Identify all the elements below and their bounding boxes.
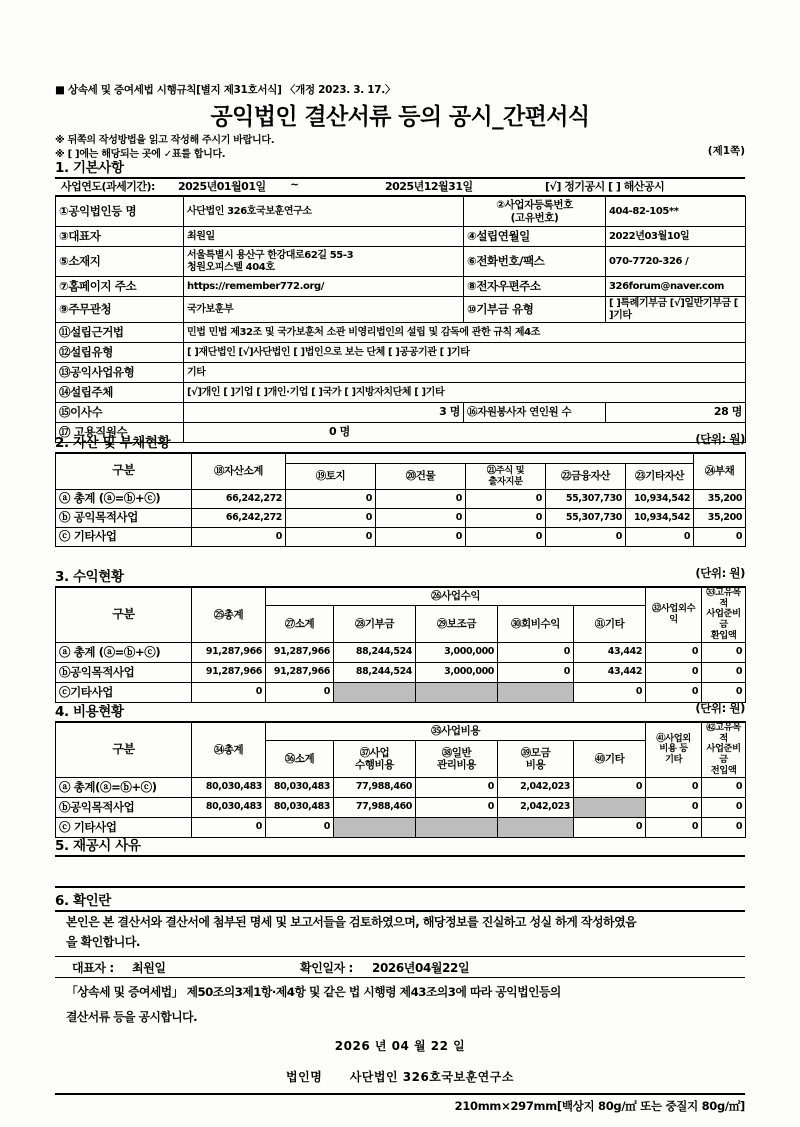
revenue-total-2[interactable]: 0 xyxy=(192,683,266,703)
revenue-row xyxy=(56,643,746,663)
assets-value-2-3[interactable]: 0 xyxy=(546,528,626,547)
assets-value-2-4[interactable]: 0 xyxy=(626,528,694,547)
expenses-col-nonop: ㊶사업외 비용 등 기타 xyxy=(646,722,702,778)
basic-info-full-value-1[interactable]: [ ]재단법인 [√]사단법인 [ ]법인으로 보는 단체 [ ]공공기관 [ ]기타 xyxy=(184,343,746,363)
basic-info-full-value-2[interactable]: 기타 xyxy=(184,363,746,383)
basic-info-full-label-3: ⑭설립주체 xyxy=(56,383,184,403)
basic-info-value2-2[interactable]: 070-7720-326 / xyxy=(606,247,746,277)
basic-info-row xyxy=(56,297,746,323)
closing-date: 2026 년 04 월 22 일 xyxy=(334,1039,466,1053)
volunteers-label: ⑯자원봉사자 연인원 수 xyxy=(464,403,606,423)
basic-info-label-0: ①공익법인등 명 xyxy=(56,197,184,227)
assets-value-1-2[interactable]: 0 xyxy=(466,509,546,528)
basic-info-value2-3[interactable]: 326forum@naver.com xyxy=(606,277,746,297)
fiscal-year-tilde: ~ xyxy=(290,178,299,191)
assets-value-2-2[interactable]: 0 xyxy=(466,528,546,547)
basic-info-full-label-0: ⑪설립근거법 xyxy=(56,323,184,343)
assets-value-1-3[interactable]: 55,307,730 xyxy=(546,509,626,528)
expenses-table xyxy=(55,721,746,838)
revenue-total-0[interactable]: 91,287,966 xyxy=(192,643,266,663)
section-4-unit: (단위: 원) xyxy=(695,701,745,715)
expenses-value-0-0[interactable]: 80,030,483 xyxy=(266,778,334,798)
assets-row-label-2: ⓒ 기타사업 xyxy=(56,528,192,547)
expenses-nonop-2[interactable]: 0 xyxy=(646,818,702,838)
basic-info-table xyxy=(55,196,746,443)
instruction-note-2: ※ [ ]에는 해당되는 곳에 ✓표를 합니다. xyxy=(55,149,226,160)
revenue-row-label-0: ⓐ 총계 (ⓐ=ⓑ+ⓒ) xyxy=(56,643,192,663)
revenue-col-total: ㉕총계 xyxy=(192,587,266,643)
paper-size-note: 210mm×297mm[백상지 80g/㎡ 또는 중질지 80g/㎡] xyxy=(454,1099,745,1113)
basic-info-row xyxy=(56,247,746,277)
section-2-unit: (단위: 원) xyxy=(695,432,745,446)
assets-value-1-1[interactable]: 0 xyxy=(376,509,466,528)
fiscal-year-row xyxy=(55,177,745,196)
expenses-row xyxy=(56,798,746,818)
basic-info-value-4[interactable]: 국가보훈부 xyxy=(184,297,464,323)
basic-info-value-3[interactable]: https://remember772.org/ xyxy=(184,277,464,297)
employees-label: ⑰ 고용직원수 xyxy=(56,423,184,443)
basic-info-label-2: ⑤소재지 xyxy=(56,247,184,277)
directors-label: ⑮이사수 xyxy=(56,403,184,423)
revenue-row-label-1: ⓑ공익목적사업 xyxy=(56,663,192,683)
revenue-col-1: ㉘기부금 xyxy=(334,605,416,643)
assets-col-3: ㉒금융자산 xyxy=(546,464,626,490)
assets-value-2-0[interactable]: 0 xyxy=(286,528,376,547)
assets-col-subtotal: ⑱자산소계 xyxy=(192,453,286,490)
representative-name: 최원일 xyxy=(132,961,166,975)
section-3-heading xyxy=(55,565,745,588)
page-number: (제1쪽) xyxy=(707,145,745,157)
section-2-heading xyxy=(55,431,745,454)
representative-label: 대표자 : xyxy=(72,961,114,975)
fiscal-year-end: 2025년12월31일 xyxy=(385,180,473,193)
expenses-col-1: ㊲사업 수행비용 xyxy=(334,740,416,778)
basic-info-full-row xyxy=(56,383,746,403)
revenue-nonop-0[interactable]: 0 xyxy=(646,643,702,663)
revenue-col-group: ㉖사업수익 xyxy=(266,587,646,606)
expenses-col-3: ㊴모금 비용 xyxy=(498,740,574,778)
republication-reason-field[interactable] xyxy=(55,858,745,886)
revenue-nonop-2[interactable]: 0 xyxy=(646,683,702,703)
revenue-col-2: ㉙보조금 xyxy=(416,605,498,643)
revenue-col-3: ㉚회비수익 xyxy=(498,605,574,643)
assets-col-division: 구분 xyxy=(56,453,192,490)
revenue-value-1-4[interactable]: 43,442 xyxy=(574,663,646,683)
employees-value[interactable]: 0 명 xyxy=(184,423,746,443)
revenue-col-division: 구분 xyxy=(56,587,192,643)
revenue-value-0-2[interactable]: 3,000,000 xyxy=(416,643,498,663)
revenue-value-0-4[interactable]: 43,442 xyxy=(574,643,646,663)
expenses-col-division: 구분 xyxy=(56,722,192,778)
basic-info-row xyxy=(56,227,746,247)
confirm-date-value: 2026년04월22일 xyxy=(372,961,470,975)
section-5-heading: 5. 재공시 사유 xyxy=(55,834,745,857)
revenue-value-1-2[interactable]: 3,000,000 xyxy=(416,663,498,683)
revenue-col-nonop: ㉜사업외수익 xyxy=(646,587,702,643)
page-title: 공익법인 결산서류 등의 공시_간편서식 xyxy=(210,104,590,130)
basic-info-label2-1: ④설립연월일 xyxy=(464,227,606,247)
assets-liabilities-table xyxy=(55,452,746,547)
expenses-value-1-2[interactable]: 0 xyxy=(416,798,498,818)
expenses-value-1-1[interactable]: 77,988,460 xyxy=(334,798,416,818)
expenses-reserve-2[interactable]: 0 xyxy=(702,818,746,838)
assets-col-2: ㉑주식 및 출자지분 xyxy=(466,464,546,490)
assets-subtotal-2[interactable]: 0 xyxy=(192,528,286,547)
corporation-label: 법인명 xyxy=(286,1070,323,1084)
expenses-value-2-0[interactable]: 0 xyxy=(266,818,334,838)
section-2-title: 2. 자산 및 부채현황 xyxy=(55,435,171,451)
assets-col-0: ⑲토지 xyxy=(286,464,376,490)
expenses-row xyxy=(56,778,746,798)
closing-statement-line-1: 「상속세 및 증여세법」 제50조의3제1항·제4항 및 같은 법 시행령 제43조의3에 따라 공익법인등의 xyxy=(66,985,561,999)
revenue-row xyxy=(56,663,746,683)
expenses-col-group: ㉟사업비용 xyxy=(266,722,646,741)
basic-info-label-1: ③대표자 xyxy=(56,227,184,247)
revenue-value-0-0[interactable]: 91,287,966 xyxy=(266,643,334,663)
assets-liability-2[interactable]: 0 xyxy=(694,528,746,547)
expenses-col-4: ㊵기타 xyxy=(574,740,646,778)
revenue-value-1-3[interactable]: 0 xyxy=(498,663,574,683)
confirmation-divider xyxy=(55,956,745,957)
assets-value-1-0[interactable]: 0 xyxy=(286,509,376,528)
expenses-value-0-1[interactable]: 77,988,460 xyxy=(334,778,416,798)
revenue-row-label-2: ⓒ기타사업 xyxy=(56,683,192,703)
basic-info-full-row xyxy=(56,323,746,343)
basic-info-label2-0: ②사업자등록번호 (고유번호) xyxy=(464,197,606,227)
expenses-total-0[interactable]: 80,030,483 xyxy=(192,778,266,798)
revenue-value-2-4[interactable]: 0 xyxy=(574,683,646,703)
assets-col-4: ㉓기타자산 xyxy=(626,464,694,490)
expenses-col-2: ㊳일반 관리비용 xyxy=(416,740,498,778)
assets-col-1: ⑳건물 xyxy=(376,464,466,490)
assets-value-2-1[interactable]: 0 xyxy=(376,528,466,547)
assets-row-label-0: ⓐ 총계 (ⓐ=ⓑ+ⓒ) xyxy=(56,490,192,509)
assets-header-row-1 xyxy=(56,453,746,464)
revenue-value-0-1[interactable]: 88,244,524 xyxy=(334,643,416,663)
assets-liability-0[interactable]: 35,200 xyxy=(694,490,746,509)
expenses-total-1[interactable]: 80,030,483 xyxy=(192,798,266,818)
expenses-row-label-2: ⓒ 기타사업 xyxy=(56,818,192,838)
corporation-line xyxy=(0,1068,800,1085)
revenue-value-0-3[interactable]: 0 xyxy=(498,643,574,663)
basic-info-full-value-3[interactable]: [√]개인 [ ]기업 [ ]개인·기업 [ ]국가 [ ]지방자치단체 [ ]기타 xyxy=(184,383,746,403)
basic-info-value-0[interactable]: 사단법인 326호국보훈연구소 xyxy=(184,197,464,227)
basic-info-full-value-0[interactable]: 민법 민법 제32조 및 국가보훈처 소관 비영리법인의 설립 및 감독에 관한 규칙 제4조 xyxy=(184,323,746,343)
revenue-value-1-1[interactable]: 88,244,524 xyxy=(334,663,416,683)
assets-value-0-2[interactable]: 0 xyxy=(466,490,546,509)
footer-rule xyxy=(55,1093,745,1095)
revenue-value-2-0[interactable]: 0 xyxy=(266,683,334,703)
closing-statement-line-2: 결산서류 등을 공시합니다. xyxy=(66,1010,198,1024)
directors-volunteers-row xyxy=(56,403,746,423)
revenue-nonop-1[interactable]: 0 xyxy=(646,663,702,683)
assets-value-0-1[interactable]: 0 xyxy=(376,490,466,509)
section-3-title: 3. 수익현황 xyxy=(55,569,124,585)
revenue-col-reserve: ㉝고유목적 사업준비금 환입액 xyxy=(702,587,746,643)
fiscal-year-start: 2025년01월01일 xyxy=(178,180,266,193)
expenses-col-total: ㉞총계 xyxy=(192,722,266,778)
basic-info-row xyxy=(56,277,746,297)
corporation-name: 사단법인 326호국보훈연구소 xyxy=(349,1070,514,1084)
section-4-heading xyxy=(55,700,745,723)
instruction-note-1: ※ 뒤쪽의 작성방법을 읽고 작성해 주시기 바랍니다. xyxy=(55,135,275,146)
basic-info-value2-4[interactable]: [ ]특례기부금 [√]일반기부금 [ ]기타 xyxy=(606,297,746,323)
revenue-reserve-2[interactable]: 0 xyxy=(702,683,746,703)
basic-info-full-row xyxy=(56,343,746,363)
basic-info-value2-1[interactable]: 2022년03월10일 xyxy=(606,227,746,247)
expenses-value-1-3[interactable]: 2,042,023 xyxy=(498,798,574,818)
confirmation-statement-line-2: 을 확인합니다. xyxy=(66,935,140,949)
revenue-reserve-1[interactable]: 0 xyxy=(702,663,746,683)
volunteers-value[interactable]: 28 명 xyxy=(606,403,746,423)
form-code: ■ 상속세 및 증여세법 시행규칙[별지 제31호서식] 〈개정 2023. 3. 17.〉 xyxy=(55,84,396,96)
basic-info-label2-2: ⑥전화번호/팩스 xyxy=(464,247,606,277)
revenue-header-row-1 xyxy=(56,587,746,606)
expenses-header-row-1 xyxy=(56,722,746,741)
assets-subtotal-1[interactable]: 66,242,272 xyxy=(192,509,286,528)
assets-value-1-4[interactable]: 10,934,542 xyxy=(626,509,694,528)
assets-value-0-4[interactable]: 10,934,542 xyxy=(626,490,694,509)
basic-info-full-label-1: ⑫설립유형 xyxy=(56,343,184,363)
fiscal-year-label: 사업연도(과세기간): xyxy=(61,180,155,193)
expenses-value-0-4[interactable]: 0 xyxy=(574,778,646,798)
expenses-total-2[interactable]: 0 xyxy=(192,818,266,838)
basic-info-value2-0[interactable]: 404-82-105** xyxy=(606,197,746,227)
basic-info-label-4: ⑨주무관청 xyxy=(56,297,184,323)
section-6-heading: 6. 확인란 xyxy=(55,889,745,912)
revenue-value-1-0[interactable]: 91,287,966 xyxy=(266,663,334,683)
expenses-value-2-4[interactable]: 0 xyxy=(574,818,646,838)
revenue-total-1[interactable]: 91,287,966 xyxy=(192,663,266,683)
basic-info-label-3: ⑦홈페이지 주소 xyxy=(56,277,184,297)
directors-value[interactable]: 3 명 xyxy=(184,403,464,423)
assets-value-0-3[interactable]: 55,307,730 xyxy=(546,490,626,509)
confirm-date-label: 확인일자 : xyxy=(300,961,353,975)
expenses-nonop-0[interactable]: 0 xyxy=(646,778,702,798)
expenses-value-1-0[interactable]: 80,030,483 xyxy=(266,798,334,818)
expenses-reserve-0[interactable]: 0 xyxy=(702,778,746,798)
revenue-col-4: ㉛기타 xyxy=(574,605,646,643)
basic-info-full-label-2: ⑬공익사업유형 xyxy=(56,363,184,383)
revenue-col-0: ㉗소계 xyxy=(266,605,334,643)
basic-info-value-1[interactable]: 최원일 xyxy=(184,227,464,247)
assets-liability-1[interactable]: 35,200 xyxy=(694,509,746,528)
section-4-title: 4. 비용현황 xyxy=(55,704,124,720)
basic-info-value-2[interactable]: 서울특별시 용산구 한강대로62길 55-3 청원오피스텔 404호 xyxy=(184,247,464,277)
assets-value-0-0[interactable]: 0 xyxy=(286,490,376,509)
expenses-reserve-1[interactable]: 0 xyxy=(702,798,746,818)
expenses-row-label-1: ⓑ공익목적사업 xyxy=(56,798,192,818)
expenses-value-0-3[interactable]: 2,042,023 xyxy=(498,778,574,798)
assets-col-group xyxy=(286,453,694,464)
basic-info-label2-4: ⑩기부금 유형 xyxy=(464,297,606,323)
expenses-shaded-cell-1-4 xyxy=(574,798,646,818)
expenses-col-0: ㊱소계 xyxy=(266,740,334,778)
section-6-bottom-rule xyxy=(55,977,745,978)
revenue-table xyxy=(55,586,746,703)
basic-info-full-row xyxy=(56,363,746,383)
assets-row xyxy=(56,528,746,547)
basic-info-row xyxy=(56,197,746,227)
expenses-row-label-0: ⓐ 총계(ⓐ=ⓑ+ⓒ) xyxy=(56,778,192,798)
revenue-reserve-0[interactable]: 0 xyxy=(702,643,746,663)
assets-row-label-1: ⓑ 공익목적사업 xyxy=(56,509,192,528)
section-5-bottom-rule xyxy=(55,886,745,888)
assets-col-liability: ㉔부채 xyxy=(694,453,746,490)
disclosure-type: [√] 정기공시 [ ] 해산공시 xyxy=(545,180,665,193)
section-1-heading: 1. 기본사항 xyxy=(55,156,745,179)
section-3-unit: (단위: 원) xyxy=(695,566,745,580)
assets-row xyxy=(56,490,746,509)
assets-subtotal-0[interactable]: 66,242,272 xyxy=(192,490,286,509)
expenses-value-0-2[interactable]: 0 xyxy=(416,778,498,798)
basic-info-label2-3: ⑧전자우편주소 xyxy=(464,277,606,297)
confirmation-statement-line-1: 본인은 본 결산서와 결산서에 첨부된 명세 및 보고서들을 검토하였으며, 해당정보를 진실하고 성실 하게 작성하였음 xyxy=(66,915,637,929)
expenses-nonop-1[interactable]: 0 xyxy=(646,798,702,818)
expenses-col-reserve: ㊷고유목적 사업준비금 전입액 xyxy=(702,722,746,778)
assets-row xyxy=(56,509,746,528)
